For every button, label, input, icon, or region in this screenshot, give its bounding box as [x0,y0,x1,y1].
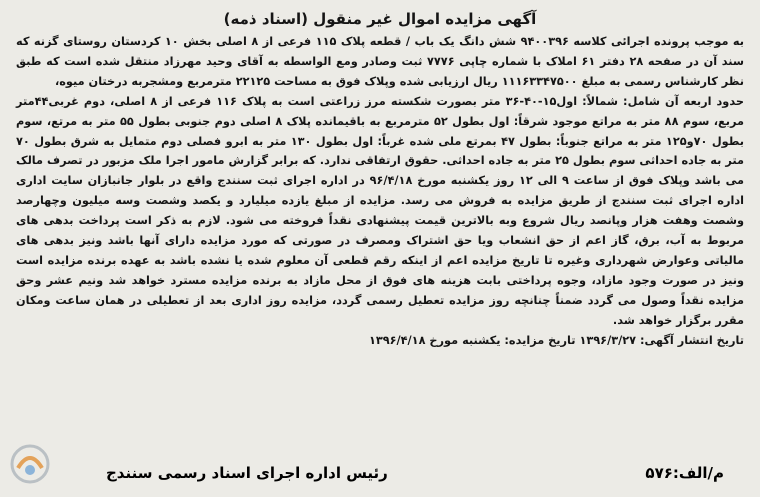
reference-number: م/الف:۵۷۶ [645,464,724,482]
notice-body [16,32,744,351]
notice-paragraph-2: حدود اربعه آن شامل: شمالاً: اول۱۵-۴۰-۳۶ متر بصورت شکسته مرز زراعتی است به پلاک ۱۱۶ فرعی از ۸ اصلی، دوم غربی۴۴متر مربع، سوم ۸۸ متر به مراتع موجود شرقاً: اول بطول ۵۲ مترمربع به باقیمانده پلاک ۸ اصلی دوم جنوبی بطول ۵۵ متر به مرتع، سوم بطول ۷۰و۱۲۵ متر به مراتع جنوباً: بطول ۴۷ بمرتع ملی شده غرباً: اول بطول ۱۳۰ متر به ابرو فصلی دوم متمایل به شرق بطول ۷۰ متر به جاده احداثی سوم بطول ۲۵ متر به جاده احداثی. حقوق ارتفاقی ندارد. که برابر گزارش مامور اجرا ملک مزبور در تصرف مالک می باشد وپلاک فوق از ساعت ۹ الی ۱۲ روز یکشنبه مورخ ۹۶/۴/۱۸ در اداره اجرای ثبت سنندج واقع در بلوار جانبازان سایت اداری اداره اجرای ثبت سنندج از طریق مزایده به فروش می رسد. مزایده از مبلغ یازده میلیارد و یکصد وشصت وسه میلیون وچهارصد وشصت وهفت هزار وپانصد ریال شروع وبه بالاترین قیمت پیشنهادی نقداً فروخته می شود. لازم به ذکر است پرداخت بدهی های مربوط به آب، برق، گاز اعم از حق انشعاب ویا حق اشتراک ومصرف در صورتی که مورد مزایده دارای آنها باشد ونیز بدهی های مالیاتی وعوارض شهرداری وغیره تا تاریخ مزایده اعم از اینکه رقم قطعی آن معلوم شده یا نشده باشد به عهده برنده مزایده است ونیز در صورت وجود مازاد، وجوه پرداختی بابت هزینه های فوق از محل مازاد به برنده مزایده مسترد خواهد شد ونیم عشر وحق مزایده نقداً وصول می گردد ضمناً چنانچه روز مزایده تعطیل رسمی گردد، مزایده روز اداری بعد از تعطیلی در همان ساعت ومکان مقرر برگزار خواهد شد. [16,94,744,327]
newspaper-logo-icon [8,442,52,486]
notice-title: آگهی مزایده اموال غیر منقول (اسناد ذمه) [223,10,537,28]
notice-dates-line: تاریخ انتشار آگهی: ۱۳۹۶/۳/۲۷ تاریخ مزایده: یکشنبه مورخ ۱۳۹۶/۴/۱۸ [368,333,744,347]
notice-paragraph-1: به موجب پرونده اجرائی کلاسه ۹۴۰۰۳۹۶ شش دانگ یک باب / قطعه پلاک ۱۱۵ فرعی از ۸ اصلی بخش ۱۰ کردستان روستای گزنه که سند آن در صفحه ۲۸ دفتر ۶۱ املاک با شماره چاپی ۷۷۷۶ ثبت وصادر ومع الواسطه به آقای وحید مهرزاد منتقل شده است که طبق نظر کارشناس رسمی به مبلغ ۱۱۱۶۳۳۴۷۵۰۰ ریال ارزیابی شده وپلاک فوق به مساحت ۲۲۱۲۵ مترمربع ومشجربه درختان میوه، [16,35,745,88]
signer-title: رئیس اداره اجرای اسناد رسمی سنندج [106,464,388,482]
signature-row [16,460,744,486]
